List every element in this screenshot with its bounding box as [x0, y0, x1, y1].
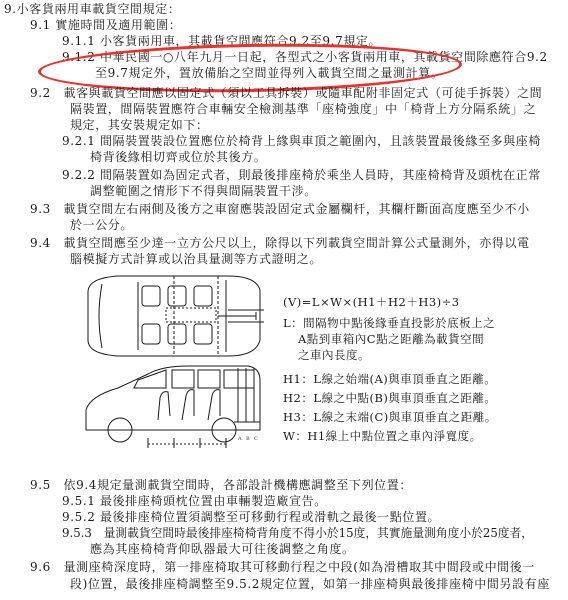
- def-l-line3: 之車內長度。: [298, 348, 370, 362]
- section-9-1-1: 9.1.1 小客貨兩用車，其載貨空間應符合9.2至9.7規定。: [62, 34, 382, 48]
- def-l-line2: A點到車箱內C點之距離為載貨空間: [298, 332, 485, 346]
- section-9-4-line2: 腦模擬方式計算或以治具量測等方式證明之。: [70, 252, 323, 266]
- cargo-space-diagram: [78, 270, 270, 452]
- section-9-6-line1: 9.6 量測座椅深度時，第一排座椅取其可移動行程之中段(如為滑槽取其中間段或中間後一: [30, 560, 535, 574]
- section-9-1: 9.1 實施時間及適用範圍：: [30, 18, 182, 32]
- section-9-4-line1: 9.4 載貨空間應至少達一立方公尺以上，除得以下列載貨空間計算公式量測外，亦得以電: [30, 236, 530, 250]
- point-a-label: A: [238, 436, 242, 442]
- section-9-5-3-line1: 9.5.3 量測載貨空間時最後排座椅椅背角度不得小於15度，其實施量測角度小於25度者，: [62, 526, 534, 540]
- point-c-label: C: [254, 436, 258, 442]
- section-9-5-2: 9.5.2 最後排座椅位置須調整至可移動行程或滑軌之最後一點位置。: [62, 510, 441, 524]
- section-9-5: 9.5 依9.4規定量測載貨空間時，各部設計機構應調整至下列位置：: [30, 478, 412, 492]
- van-side-view: [86, 366, 260, 448]
- section-9-3-line1: 9.3 載貨空間左右兩側及後方之車窗應裝設固定式金屬欄杆，其欄杆斷面高度應至少不小: [30, 202, 530, 216]
- section-9-5-1: 9.5.1 最後排座椅頭枕位置由車輛製造廠宣告。: [62, 494, 327, 508]
- def-h3: H3：L線之末端(C)與車頂垂直之距離。: [283, 410, 497, 424]
- volume-formula: (V)=L×W×(H1＋H2＋H3)÷3: [283, 295, 460, 309]
- def-h2: H2：L線之中點(B)與車頂垂直之距離。: [283, 391, 497, 405]
- section-9-2-line3: 規定，其安裝規定如下：: [70, 118, 209, 132]
- def-h1: H1：L線之始端(A)與車頂垂直之距離。: [283, 372, 497, 386]
- section-9-6-line2: 段)位置，最後排座椅調整至9.5.2規定位置，如第一排座椅與最後排座椅中間另設有座: [70, 577, 550, 591]
- section-9-1-2-line2: 至9.7規定外，置放備胎之空間並得列入載貨空間之量測計算。: [95, 66, 444, 80]
- section-9-2-2-line1: 9.2.2 間隔裝置如為固定式者，則最後排座椅於乘坐人員時，其座椅椅背及頭枕在正常: [62, 168, 541, 182]
- def-w: W：H1線上中點位置之車內淨寬度。: [283, 429, 482, 443]
- section-9-1-2-line1: 9.1.2 中華民國一○八年九月一日起，各型式之小客貨兩用車，其載貨空間除應符合9.2: [62, 50, 548, 64]
- section-9-2-1-line2: 椅背後緣相切齊或位於其後方。: [90, 150, 267, 164]
- section-9-2-line1: 9.2 載客與載貨空間應以固定式（須以工具拆裝）或隨車配附非固定式（可徒手拆裝）之間: [30, 86, 543, 100]
- section-9-2-line2: 隔裝置，間隔裝置應符合車輛安全檢測基準「座椅強度」中「椅背上方分隔系統」之: [70, 102, 537, 116]
- section-9-heading: 9.小客貨兩用車載貨空間規定：: [4, 2, 181, 16]
- section-9-2-1-line1: 9.2.1 間隔裝置裝設位置應位於椅背上緣與車頂之範圍內，且該裝置最後緣至多與座椅: [62, 134, 541, 148]
- point-b-label: B: [246, 436, 250, 442]
- def-l-line1: L：間隔物中點後緣垂直投影於底板上之: [283, 316, 496, 330]
- section-9-2-2-line2: 調整範圍之情形下不得與間隔裝置干涉。: [90, 184, 317, 198]
- van-top-view: [88, 276, 264, 356]
- section-9-3-line2: 於一公分。: [70, 218, 134, 232]
- section-9-5-3-line2: 應為其座椅椅背仰臥器最大可往後調整之角度。: [90, 542, 355, 556]
